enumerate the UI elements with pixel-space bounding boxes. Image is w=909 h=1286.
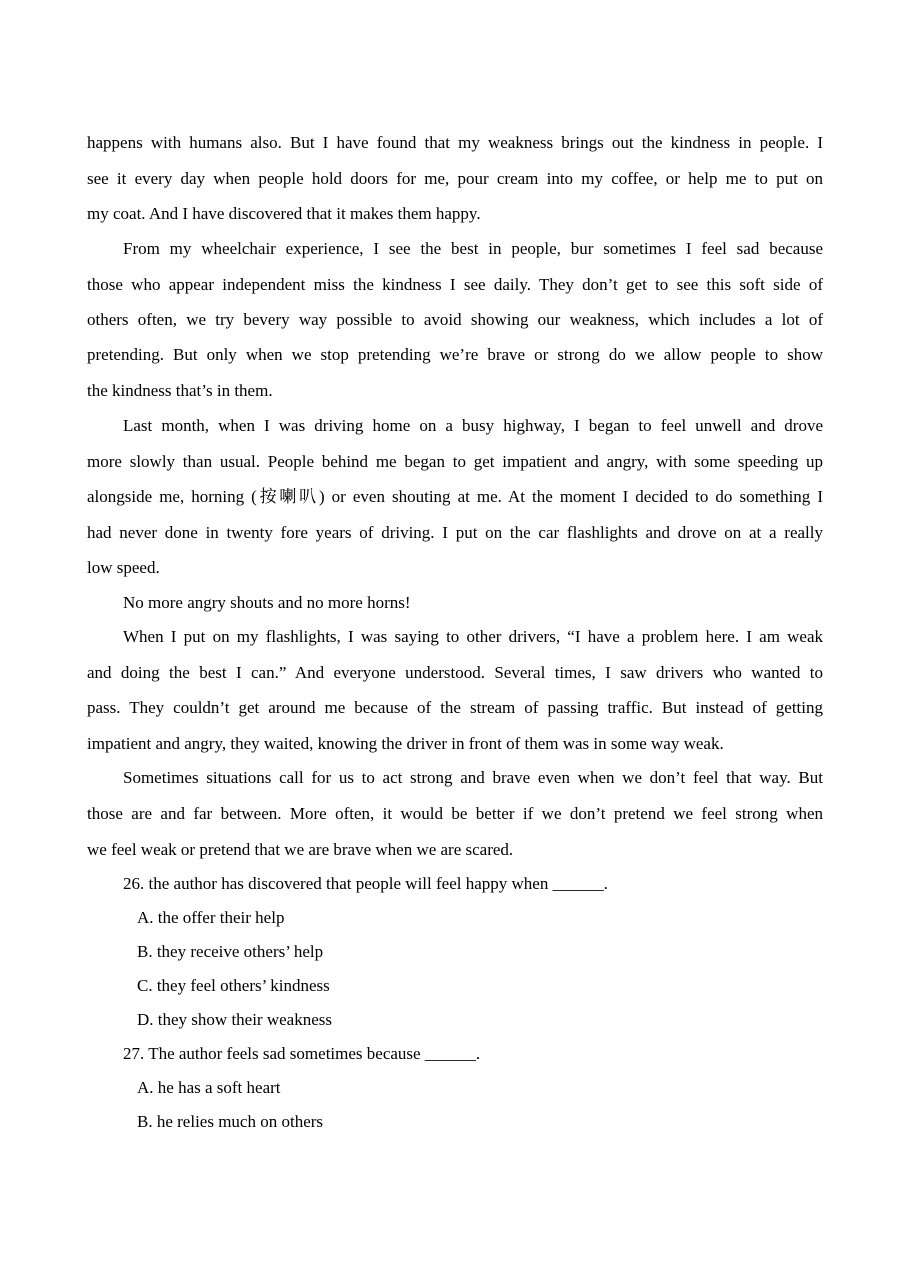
passage-line: my coat. And I have discovered that it makes them happy. [87, 204, 481, 223]
passage-line: Last month, when I was driving home on a busy highway, I began to feel unwell and drove [123, 416, 823, 435]
passage-line: those are and far between. More often, it would be better if we don’t pretend we feel strong when [87, 804, 823, 823]
passage-line: and doing the best I can.” And everyone understood. Several times, I saw drivers who wanted to [87, 663, 823, 682]
question-option-d: D. they show their weakness [137, 1010, 332, 1029]
passage-line: the kindness that’s in them. [87, 381, 273, 400]
passage-line: others often, we try bevery way possible to avoid showing our weakness, which includes a lot of [87, 310, 823, 329]
question-option-a: A. he has a soft heart [137, 1078, 281, 1097]
passage-line: see it every day when people hold doors for me, pour cream into my coffee, or help me to put on [87, 169, 823, 188]
passage-line: When I put on my flashlights, I was saying to other drivers, “I have a problem here. I am weak [123, 627, 823, 646]
passage-line: more slowly than usual. People behind me began to get impatient and angry, with some speeding up [87, 452, 823, 471]
passage-line: pass. They couldn’t get around me because of the stream of passing traffic. But instead of getting [87, 698, 823, 717]
question-option-b: B. he relies much on others [137, 1112, 324, 1131]
passage-line: pretending. But only when we stop pretending we’re brave or strong do we allow people to show [87, 345, 823, 364]
passage-line: happens with humans also. But I have found that my weakness brings out the kindness in people. I [87, 133, 823, 152]
question-option-b: B. they receive others’ help [137, 942, 324, 961]
passage-line: those who appear independent miss the kindness I see daily. They don’t get to see this soft side of [87, 275, 823, 294]
passage-line: alongside me, horning (按喇叭) or even shouting at me. At the moment I decided to do something I [87, 487, 823, 506]
passage-line: From my wheelchair experience, I see the best in people, bur sometimes I feel sad because [123, 239, 823, 258]
question-option-c: C. they feel others’ kindness [137, 976, 330, 995]
passage-line: No more angry shouts and no more horns! [123, 593, 411, 612]
passage-line: Sometimes situations call for us to act strong and brave even when we don’t feel that way. But [123, 768, 823, 787]
passage-line: we feel weak or pretend that we are brave when we are scared. [87, 840, 514, 859]
passage-line: impatient and angry, they waited, knowing the driver in front of them was in some way weak. [87, 734, 724, 753]
question-option-a: A. the offer their help [137, 908, 285, 927]
passage-line: low speed. [87, 558, 160, 577]
question-stem: 26. the author has discovered that people will feel happy when ______. [123, 874, 608, 893]
passage-line: had never done in twenty fore years of driving. I put on the car flashlights and drove on at a really [87, 523, 823, 542]
question-stem: 27. The author feels sad sometimes because ______. [123, 1044, 481, 1063]
